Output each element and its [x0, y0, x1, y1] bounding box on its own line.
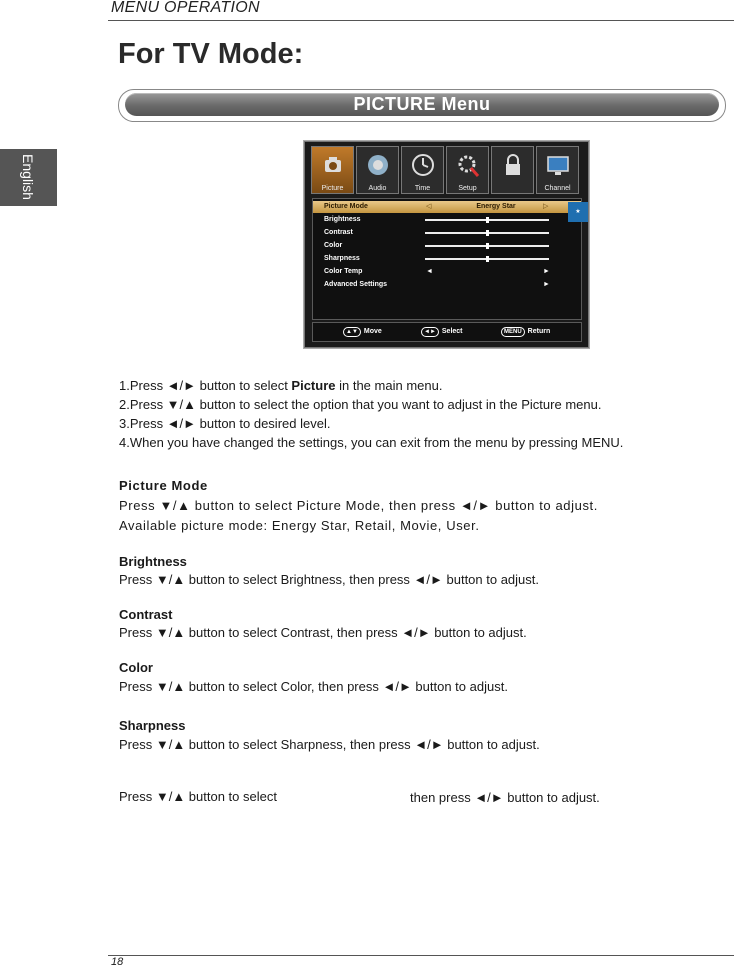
speaker-icon: [365, 151, 391, 179]
osd-row-value: Energy Star: [476, 203, 516, 210]
slider-knob[interactable]: [486, 230, 489, 236]
section-brightness-title: Brightness: [119, 554, 187, 569]
osd-tab-label: Channel: [544, 185, 571, 192]
tools-icon: [455, 151, 481, 179]
osd-row-label: Color Temp: [324, 268, 363, 275]
section-sharpness-title: Sharpness: [119, 718, 186, 733]
arrow-left-icon: ◄: [426, 268, 433, 275]
osd-row-color-temp[interactable]: [313, 266, 581, 278]
osd-tab-label: Time: [414, 185, 431, 192]
section-brightness-text: Press ▼/▲ button to select Brightness, then press ◄/► button to adjust.: [119, 572, 540, 587]
arrow-right-icon: ►: [543, 281, 550, 288]
step-1-text-end: in the main menu.: [335, 378, 443, 393]
menu-key-icon: MENU: [501, 327, 525, 337]
osd-footer-select: [421, 323, 463, 341]
osd-row-label: Brightness: [324, 216, 361, 223]
osd-footer-return-label: Return: [527, 328, 551, 335]
osd-row-color[interactable]: [313, 240, 581, 252]
section-header: MENU OPERATION: [111, 0, 260, 16]
step-1-text: 1.Press ◄/► button to select: [119, 378, 292, 393]
menu-banner-title: PICTURE Menu: [353, 94, 491, 114]
osd-tab-channel[interactable]: [536, 146, 579, 194]
contrast-slider[interactable]: [425, 232, 549, 234]
osd-option-list: [312, 198, 582, 320]
osd-tab-picture[interactable]: [311, 146, 354, 194]
osd-footer-move: [343, 323, 382, 341]
section-color-title: Color: [119, 660, 153, 675]
osd-row-brightness[interactable]: [313, 214, 581, 226]
slider-knob[interactable]: [486, 243, 489, 249]
section-color-text: Press ▼/▲ button to select Color, then press ◄/► button to adjust.: [119, 679, 508, 694]
energy-star-logo: ★: [568, 202, 588, 222]
osd-footer-return: [501, 323, 550, 341]
section-picture-mode-options: Available picture mode: Energy Star, Retail, Movie, User.: [119, 518, 480, 533]
step-1: [119, 378, 442, 393]
slider-knob[interactable]: [486, 217, 489, 223]
brightness-slider[interactable]: [425, 219, 549, 221]
osd-row-label: Advanced Settings: [324, 281, 388, 288]
osd-picture-menu: [304, 141, 589, 348]
arrow-left-icon: ◁: [426, 203, 432, 210]
osd-row-contrast[interactable]: [313, 227, 581, 239]
section-contrast-text: Press ▼/▲ button to select Contrast, then press ◄/► button to adjust.: [119, 625, 527, 640]
color-slider[interactable]: [425, 245, 549, 247]
osd-row-label: Picture Mode: [324, 203, 368, 210]
section-last-text-end: then press ◄/► button to adjust.: [410, 790, 600, 805]
language-side-tab-label: English: [20, 154, 36, 200]
clock-icon: [410, 151, 436, 179]
section-contrast-title: Contrast: [119, 607, 173, 622]
up-down-icon: ▲▼: [343, 327, 361, 337]
osd-tab-audio[interactable]: [356, 146, 399, 194]
osd-row-advanced-settings[interactable]: [313, 279, 581, 291]
step-2: 2.Press ▼/▲ button to select the option that you want to adjust in the Picture menu.: [119, 397, 602, 412]
osd-footer-select-label: Select: [441, 328, 463, 335]
monitor-icon: [545, 151, 571, 179]
section-picture-mode-text: Press ▼/▲ button to select Picture Mode, then press ◄/► button to adjust.: [119, 498, 598, 513]
osd-tab-label: Picture: [321, 185, 344, 192]
sharpness-slider[interactable]: [425, 258, 549, 260]
section-sharpness-text: Press ▼/▲ button to select Sharpness, then press ◄/► button to adjust.: [119, 737, 540, 752]
osd-tab-time[interactable]: [401, 146, 444, 194]
osd-footer-move-label: Move: [363, 328, 382, 335]
footer-divider: [108, 955, 734, 956]
osd-row-label: Color: [324, 242, 343, 249]
left-right-icon: ◄►: [421, 327, 439, 337]
page-number: 18: [111, 956, 124, 968]
camera-icon: [320, 151, 346, 179]
section-picture-mode-title: Picture Mode: [119, 478, 208, 493]
page-title: For TV Mode:: [118, 38, 304, 70]
osd-row-label: Sharpness: [324, 255, 360, 262]
osd-row-picture-mode[interactable]: [313, 201, 581, 213]
osd-tab-label: Audio: [368, 185, 387, 192]
step-1-bold: Picture: [291, 378, 336, 393]
arrow-right-icon: ►: [543, 268, 550, 275]
section-last-text-start: Press ▼/▲ button to select: [119, 789, 277, 804]
step-3: 3.Press ◄/► button to desired level.: [119, 416, 331, 431]
osd-tab-label: Setup: [458, 185, 477, 192]
osd-row-label: Contrast: [324, 229, 353, 236]
osd-tab-setup[interactable]: [446, 146, 489, 194]
slider-knob[interactable]: [486, 256, 489, 262]
arrow-right-icon: ▷: [543, 203, 549, 210]
osd-footer: [312, 322, 582, 342]
osd-tab-lock[interactable]: [491, 146, 534, 194]
header-divider: [108, 20, 734, 21]
step-4: 4.When you have changed the settings, you can exit from the menu by pressing MENU.: [119, 435, 624, 450]
osd-row-sharpness[interactable]: [313, 253, 581, 265]
lock-icon: [500, 151, 526, 179]
